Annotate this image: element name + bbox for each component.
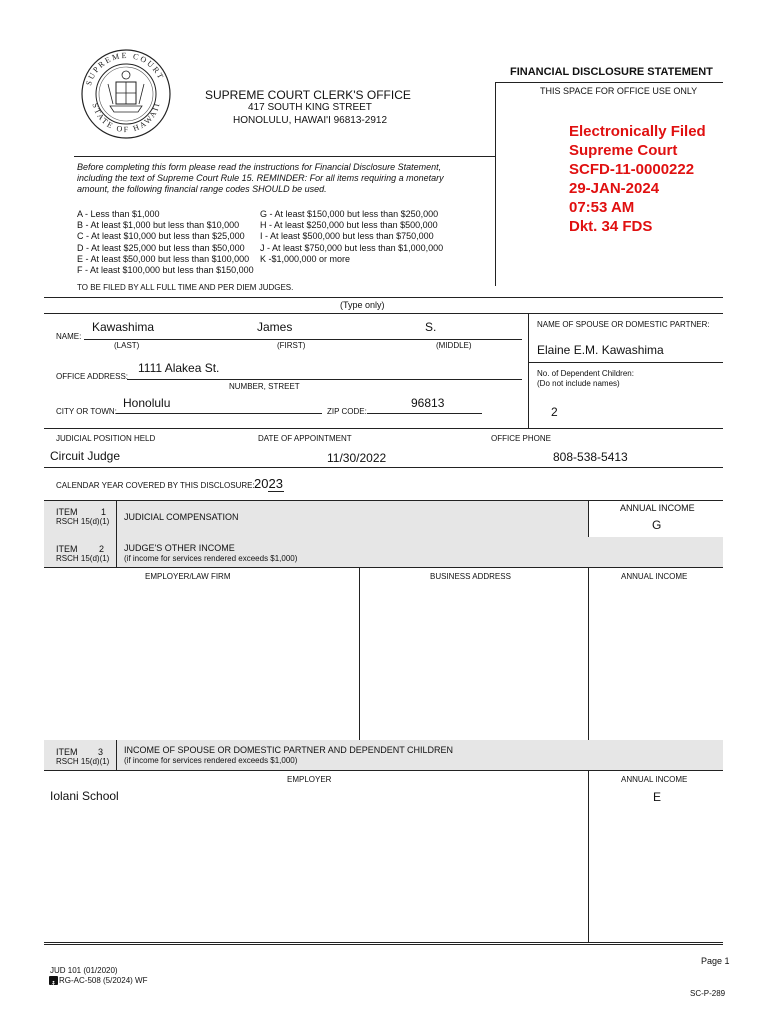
last-name-value[interactable]: Kawashima bbox=[92, 320, 155, 334]
office-address-label: OFFICE ADDRESS: bbox=[56, 372, 129, 381]
item1-income-label: ANNUAL INCOME bbox=[620, 503, 695, 513]
svg-text:STATE OF HAWAII: STATE OF HAWAII bbox=[90, 100, 162, 135]
filed-by-note: TO BE FILED BY ALL FULL TIME AND PER DIEM JUDGES. bbox=[77, 283, 294, 292]
spouse-value[interactable]: Elaine E.M. Kawashima bbox=[537, 343, 664, 357]
range-codes-right bbox=[260, 209, 443, 265]
item3-employer-value[interactable]: Iolani School bbox=[50, 789, 119, 803]
office-use-left-rule bbox=[495, 82, 496, 286]
name-label: NAME: bbox=[56, 332, 82, 341]
office-name: SUPREME COURT CLERK'S OFFICE bbox=[205, 88, 411, 102]
stamp-line-2: Supreme Court bbox=[569, 142, 678, 159]
office-address-value[interactable]: 1111 Alakea St. bbox=[138, 361, 220, 375]
range-code: G - At least $150,000 but less than $250,000 bbox=[260, 209, 439, 219]
range-code: J - At least $750,000 but less than $1,000,000 bbox=[260, 242, 444, 253]
position-value[interactable]: Circuit Judge bbox=[50, 449, 121, 463]
item1-number: 1 bbox=[101, 507, 107, 517]
ada-accessibility-icon bbox=[49, 976, 58, 985]
dependents-label-2: (Do not include names) bbox=[537, 379, 620, 388]
ada-form-code: RG-AC-508 (5/2024) WF bbox=[59, 976, 148, 985]
zip-label: ZIP CODE: bbox=[327, 407, 367, 416]
stamp-line-5: 07:53 AM bbox=[569, 199, 635, 216]
item3-number: 3 bbox=[98, 747, 104, 757]
item2-title: JUDGE'S OTHER INCOME bbox=[124, 543, 235, 553]
item2-rule: RSCH 15(d)(1) bbox=[56, 554, 110, 563]
dependents-label-1: No. of Dependent Children: bbox=[537, 369, 634, 378]
office-use-label: THIS SPACE FOR OFFICE USE ONLY bbox=[540, 86, 698, 96]
name-underline bbox=[84, 339, 522, 340]
item3-col-divider bbox=[588, 770, 589, 942]
item2-number: 2 bbox=[99, 544, 105, 554]
range-codes-left bbox=[77, 209, 254, 276]
appointment-label: DATE OF APPOINTMENT bbox=[258, 434, 352, 443]
item3-bottom-rule-double bbox=[44, 944, 723, 945]
item2-item-label: ITEM bbox=[56, 544, 78, 554]
form-number: JUD 101 (01/2020) bbox=[50, 966, 118, 975]
year-value[interactable]: 2023 bbox=[254, 476, 283, 491]
city-underline bbox=[116, 413, 322, 414]
item3-label-divider bbox=[116, 740, 117, 770]
range-code: B - At least $1,000 but less than $10,000 bbox=[77, 220, 240, 231]
item2-col-address: BUSINESS ADDRESS bbox=[430, 572, 511, 581]
item2-col-income: ANNUAL INCOME bbox=[621, 572, 688, 581]
item2-col-divider-1 bbox=[359, 567, 360, 740]
instructions-top-rule bbox=[74, 156, 495, 157]
zip-value[interactable]: 96813 bbox=[411, 396, 445, 410]
stamp-line-6: Dkt. 34 FDS bbox=[569, 218, 653, 235]
phone-value[interactable]: 808-538-5413 bbox=[553, 450, 628, 464]
item1-label-divider bbox=[116, 500, 117, 537]
item3-subtitle: (if income for services rendered exceeds $1,000) bbox=[124, 756, 298, 765]
instructions-line1: Before completing this form please read the instructions for Financial Disclosure Statement, bbox=[77, 162, 442, 172]
type-only-top-rule bbox=[44, 297, 723, 298]
item2-col-employer: EMPLOYER/LAW FIRM bbox=[145, 572, 231, 581]
office-address-line1: 417 SOUTH KING STREET bbox=[248, 102, 372, 113]
item2-subtitle: (if income for services rendered exceeds $1,000) bbox=[124, 554, 298, 563]
stamp-line-4: 29-JAN-2024 bbox=[569, 180, 660, 197]
item3-rule: RSCH 15(d)(1) bbox=[56, 757, 110, 766]
item1-title: JUDICIAL COMPENSATION bbox=[124, 512, 239, 522]
office-use-top-rule bbox=[495, 82, 723, 83]
first-name-label: (FIRST) bbox=[277, 341, 306, 350]
position-label: JUDICIAL POSITION HELD bbox=[56, 434, 156, 443]
item3-header-bottom-rule bbox=[44, 770, 723, 771]
office-address-line2: HONOLULU, HAWAI'I 96813-2912 bbox=[233, 115, 388, 126]
phone-label: OFFICE PHONE bbox=[491, 434, 552, 443]
position-top-rule bbox=[44, 428, 723, 429]
range-code: I - At least $500,000 but less than $750,000 bbox=[260, 231, 434, 242]
type-only-label: (Type only) bbox=[340, 300, 385, 310]
item1-top-rule bbox=[44, 500, 723, 501]
office-address-underline bbox=[127, 379, 522, 380]
range-code: K -$1,000,000 or more bbox=[260, 253, 351, 264]
name-section-top-rule bbox=[44, 313, 723, 314]
supreme-court-seal bbox=[80, 48, 172, 140]
dependents-value[interactable]: 2 bbox=[551, 405, 558, 419]
first-name-value[interactable]: James bbox=[257, 320, 293, 334]
item2-label-divider bbox=[116, 537, 117, 567]
instructions-line3: amount, the following financial range codes SHOULD be used. bbox=[77, 184, 327, 194]
spouse-underline bbox=[528, 362, 723, 363]
item3-item-label: ITEM bbox=[56, 747, 78, 757]
middle-name-label: (MIDDLE) bbox=[436, 341, 472, 350]
svg-text:SUPREME COURT: SUPREME COURT bbox=[84, 50, 166, 87]
zip-underline bbox=[367, 413, 482, 414]
form-code: SC-P-289 bbox=[690, 989, 726, 998]
position-bottom-rule bbox=[44, 467, 723, 468]
item3-bottom-rule bbox=[44, 942, 723, 943]
year-underline bbox=[268, 491, 284, 492]
spouse-label: NAME OF SPOUSE OR DOMESTIC PARTNER: bbox=[537, 320, 710, 329]
item1-rule: RSCH 15(d)(1) bbox=[56, 517, 110, 526]
stamp-line-3: SCFD-11-0000222 bbox=[569, 161, 695, 178]
range-code: C - At least $10,000 but less than $25,000 bbox=[77, 231, 245, 242]
item3-title: INCOME OF SPOUSE OR DOMESTIC PARTNER AND DEPENDENT CHILDREN bbox=[124, 745, 454, 755]
number-street-label: NUMBER, STREET bbox=[229, 382, 300, 391]
item2-header-bottom-rule bbox=[44, 567, 723, 568]
city-value[interactable]: Honolulu bbox=[123, 396, 171, 410]
form-title: FINANCIAL DISCLOSURE STATEMENT bbox=[510, 66, 713, 78]
range-code: D - At least $25,000 but less than $50,000 bbox=[77, 242, 245, 253]
last-name-label: (LAST) bbox=[114, 341, 140, 350]
range-code: F - At least $100,000 but less than $150,000 bbox=[77, 265, 254, 276]
range-code: A - Less than $1,000 bbox=[77, 209, 160, 219]
stamp-line-1: Electronically Filed bbox=[569, 123, 706, 140]
item3-col-employer: EMPLOYER bbox=[287, 775, 332, 784]
appointment-value[interactable]: 11/30/2022 bbox=[327, 451, 387, 465]
spouse-box-left-rule bbox=[528, 313, 529, 428]
electronic-filing-stamp bbox=[569, 122, 706, 236]
instructions-line2: including the text of Supreme Court Rule 15. REMINDER: For all items requiring a monetary bbox=[77, 173, 444, 183]
page-number: Page 1 bbox=[701, 956, 730, 966]
item3-income-value[interactable]: E bbox=[653, 790, 662, 804]
item1-income-divider bbox=[588, 500, 589, 537]
range-code: E - At least $50,000 but less than $100,000 bbox=[77, 253, 250, 264]
item3-col-income: ANNUAL INCOME bbox=[621, 775, 688, 784]
item2-col-divider-2 bbox=[588, 567, 589, 740]
item1-item-label: ITEM bbox=[56, 507, 78, 517]
city-label: CITY OR TOWN: bbox=[56, 407, 117, 416]
middle-name-value[interactable]: S. bbox=[425, 320, 437, 334]
item1-income-value[interactable]: G bbox=[652, 518, 662, 532]
year-label: CALENDAR YEAR COVERED BY THIS DISCLOSURE: bbox=[56, 481, 255, 490]
range-code: H - At least $250,000 but less than $500,000 bbox=[260, 220, 438, 231]
